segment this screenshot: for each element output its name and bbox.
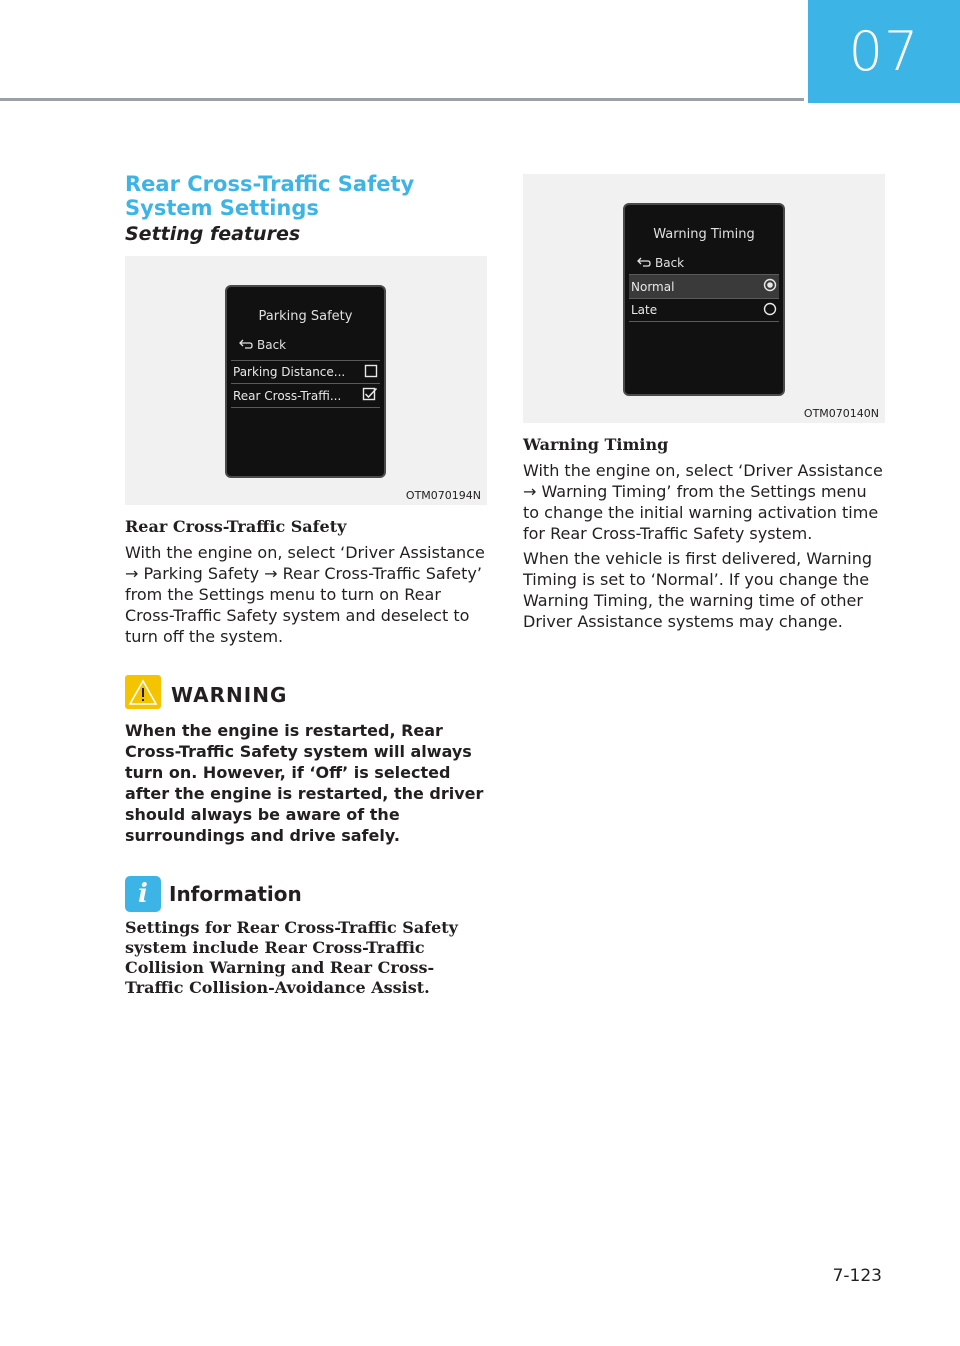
information-title: Information [169, 882, 302, 906]
chapter-tab: 07 [808, 0, 960, 103]
information-text: Settings for Rear Cross-Traffic Safety system include Rear Cross-Traffic Collision Warning and Rear Cross-Traffic Collision-Avoidance Assist. [125, 918, 458, 997]
menu-item-rear-cross-traffic[interactable] [231, 384, 380, 408]
cluster-screen [623, 203, 785, 396]
paragraph-warning-timing-1: With the engine on, select ‘Driver Assistance → Warning Timing’ from the Settings menu to change the initial warning activation time for Rear Cross-Traffic Safety system. [523, 461, 883, 543]
back-button[interactable] [637, 256, 779, 270]
option-label: Late [631, 303, 658, 317]
paragraph-warning-timing-2: When the vehicle is first delivered, Warning Timing is set to ‘Normal’. If you change the Warning Timing, the warning time of other Driver Assistance systems may change. [523, 549, 873, 631]
back-arrow-icon [637, 256, 651, 270]
figure-code: OTM070194N [405, 489, 481, 502]
screen-title: Warning Timing [653, 227, 755, 242]
back-label: Back [257, 338, 287, 352]
information-icon: i [125, 876, 161, 912]
option-late[interactable] [629, 299, 779, 322]
menu-item-label: Parking Distance... [233, 365, 346, 379]
menu-item-label: Rear Cross-Traffi... [233, 388, 342, 403]
heading-warning-timing: Warning Timing [523, 435, 669, 454]
heading-rear-cross-traffic: Rear Cross-Traffic Safety [125, 517, 347, 536]
section-title: Rear Cross-Traffic Safety System Settings [125, 172, 415, 220]
left-column [125, 172, 487, 998]
option-label: Normal [631, 279, 675, 294]
figure-parking-safety [125, 256, 487, 505]
warning-icon [125, 675, 161, 714]
figure-code: OTM070140N [803, 407, 879, 420]
paragraph-setting: With the engine on, select ‘Driver Assistance → Parking Safety → Rear Cross-Traffic Safety’ from the Settings menu to turn on Rear Cross-Traffic Safety system and deselect to turn off the system. [125, 543, 485, 646]
radio-empty-icon [763, 302, 777, 319]
warning-header [125, 675, 487, 714]
cluster-screen [225, 285, 386, 478]
menu-item-parking-distance[interactable] [231, 360, 380, 384]
back-label: Back [655, 256, 685, 270]
figure-warning-timing [523, 174, 885, 423]
right-column [523, 174, 885, 636]
back-arrow-icon [239, 338, 253, 352]
checkbox-checked-icon [362, 387, 378, 404]
sub-title: Setting features [125, 223, 301, 245]
information-header [125, 876, 487, 912]
radio-selected-icon [763, 278, 777, 295]
warning-text: When the engine is restarted, Rear Cross-Traffic Safety system will always turn on. However, if ‘Off’ is selected after the engine is restarted, the driver should always be aware of the surroundings and drive safely. [125, 721, 484, 845]
checkbox-empty-icon [364, 364, 378, 381]
back-button[interactable] [239, 338, 380, 352]
header-rule [0, 98, 804, 101]
warning-title: WARNING [171, 682, 288, 707]
option-normal[interactable] [629, 274, 779, 299]
screen-title: Parking Safety [258, 309, 353, 324]
page-number: 7-123 [832, 1266, 882, 1286]
